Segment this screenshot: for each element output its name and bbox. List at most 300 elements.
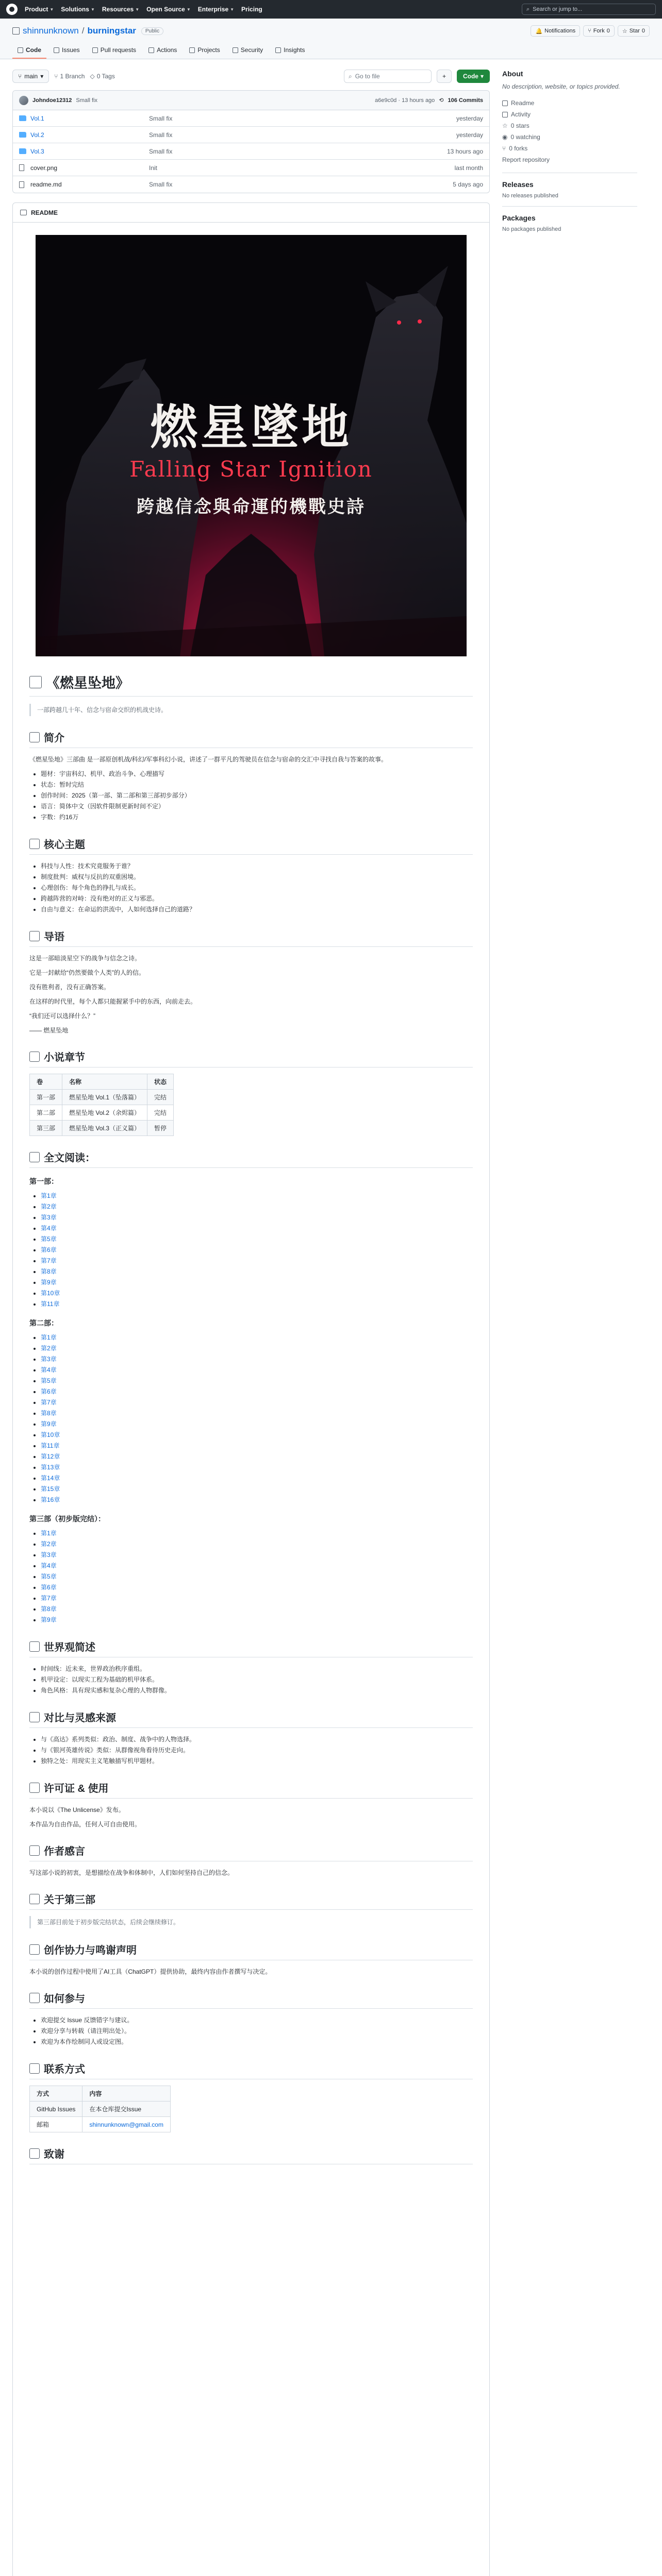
chapter-link-text[interactable]: 第3章	[41, 1355, 57, 1363]
repo-name-link[interactable]: burningstar	[87, 26, 136, 36]
section-license-title: 许可证 & 使用	[44, 1783, 109, 1794]
list-item: • 欢迎分享与转载（请注明出处）。	[41, 2026, 473, 2037]
report-repository-link[interactable]: Report repository	[502, 156, 550, 163]
chevron-down-icon: ▼	[90, 7, 95, 12]
chapter-link[interactable]	[41, 1430, 473, 1440]
chapter-link-text[interactable]: 第6章	[41, 1246, 57, 1253]
file-row[interactable]	[13, 176, 489, 193]
chapter-link-text[interactable]: 第3章	[41, 1551, 57, 1558]
chapter-link-text[interactable]: 第13章	[41, 1464, 60, 1471]
repo-path-separator: /	[81, 26, 85, 36]
list-item: • 心理创伤：每个角色的挣扎与成长。	[41, 883, 473, 893]
prologue-paragraph: —— 燃星坠地	[29, 1027, 69, 1034]
chapter-link[interactable]	[41, 1571, 473, 1582]
chapter-link[interactable]	[41, 1528, 473, 1539]
intro-paragraph: 《燃星坠地》三部曲 是一部原创机战/科幻/军事科幻小说，讲述了一群平凡的驾驶员在信念与宿命的交汇中寻找自我与答案的故事。	[29, 756, 388, 763]
table-header: 方式	[30, 2086, 82, 2102]
chapter-link-text[interactable]: 第12章	[41, 1453, 60, 1460]
section-thanks-title: 致谢	[44, 2149, 64, 2160]
chapter-link-text[interactable]: 第11章	[41, 1442, 60, 1449]
list-item: • 科技与人性：技术究竟服务于谁？	[41, 861, 473, 872]
repo-main-column	[12, 70, 490, 2576]
folder-icon	[19, 148, 26, 154]
folder-icon	[19, 115, 26, 121]
chapter-link-text[interactable]: 第9章	[41, 1420, 57, 1428]
chapter-link-text[interactable]: 第8章	[41, 1410, 57, 1417]
repo-owner-link[interactable]: shinnunknown	[23, 26, 79, 36]
file-name[interactable]: cover.png	[30, 164, 58, 172]
contact-table	[29, 2086, 171, 2132]
code-dropdown-button[interactable]	[457, 70, 490, 83]
cover-subtitle: 跨越信念與命運的機戰史詩	[137, 497, 366, 517]
issue-icon	[54, 47, 59, 53]
tab-code[interactable]	[12, 42, 46, 59]
chapter-link[interactable]	[41, 1332, 473, 1343]
chapter-link-text[interactable]: 第2章	[41, 1203, 57, 1210]
search-icon: ⌕	[526, 6, 530, 12]
sidebar-item-forks[interactable]	[502, 143, 637, 154]
chapter-link-text[interactable]: 第2章	[41, 1345, 57, 1352]
nav-resources-label: Resources	[102, 6, 134, 13]
part-heading: 第三部（初步版完结）：	[29, 1515, 105, 1523]
chapter-link-text[interactable]: 第1章	[41, 1192, 57, 1199]
chevron-down-icon: ▼	[135, 7, 140, 12]
star-count: 0	[641, 28, 645, 34]
sidebar-item-label: Readme	[511, 99, 535, 107]
scroll-icon	[29, 931, 40, 941]
table-header-row	[30, 2086, 171, 2102]
list-item: • 与《高达》系列类似：政治、制度、战争中的人物选择。	[41, 1734, 473, 1745]
chapter-link[interactable]	[41, 1593, 473, 1604]
readme-tab-label[interactable]: README	[31, 209, 58, 216]
chapter-link-text[interactable]: 第1章	[41, 1530, 57, 1537]
file-commit-time: yesterday	[456, 131, 483, 139]
list-item: • 自由与意义：在命运的洪流中，人如何选择自己的道路？	[41, 904, 473, 915]
branch-icon: ⑂	[54, 73, 58, 80]
sidebar-item-watching[interactable]	[502, 131, 637, 143]
nav-enterprise-label: Enterprise	[197, 6, 229, 13]
section-intro-title: 简介	[44, 733, 64, 744]
tab-actions[interactable]	[143, 42, 182, 59]
sidebar-item-activity[interactable]	[502, 109, 637, 120]
sidebar-item-label: 0 stars	[510, 122, 529, 129]
tab-projects[interactable]	[184, 42, 225, 59]
tab-security[interactable]	[227, 42, 268, 59]
prologue-paragraph: 这是一部暗淡星空下的战争与信念之诗。	[29, 955, 141, 962]
file-commit-message[interactable]: Init	[149, 164, 158, 172]
fork-icon: ⑂	[502, 145, 506, 152]
fire-icon	[29, 676, 42, 688]
section-ai-title: 创作协力与鸣谢声明	[44, 1945, 137, 1956]
chapter-link-text[interactable]: 第5章	[41, 1235, 57, 1243]
file-name[interactable]: readme.md	[30, 181, 62, 188]
commit-count[interactable]: 106 Commits	[448, 97, 483, 104]
list-item: • 题材：宇宙科幻、机甲、政治斗争、心理描写	[41, 769, 473, 779]
chapter-list	[29, 1528, 473, 1625]
chapter-link[interactable]	[41, 1462, 473, 1473]
commit-author[interactable]: Johndoe12312	[32, 97, 72, 104]
table-cell: 第一部	[30, 1090, 62, 1105]
commit-hash[interactable]: a6e9c0d · 13 hours ago	[375, 97, 435, 104]
sidebar-item-stars[interactable]	[502, 120, 637, 131]
prologue-paragraph: 在这样的时代里，每个人都只能握紧手中的东西，向前走去。	[29, 998, 197, 1005]
chapter-link-text[interactable]: 第8章	[41, 1268, 57, 1275]
section-thanks-heading	[29, 2146, 473, 2164]
section-license-heading	[29, 1780, 473, 1799]
packages-note: No packages published	[502, 226, 561, 232]
file-commit-time: 13 hours ago	[446, 147, 483, 155]
search-icon: ⌕	[348, 72, 352, 80]
section-contact-heading	[29, 2061, 473, 2079]
author-paragraph: 写这部小说的初衷，是想描绘在战争和体制中，人们如何坚持自己的信念。	[29, 1869, 234, 1876]
chapter-link-text[interactable]: 第10章	[41, 1290, 60, 1297]
file-name[interactable]: Vol.1	[30, 114, 44, 122]
notifications-label: Notifications	[544, 28, 576, 34]
file-icon	[19, 164, 24, 171]
readme-body	[13, 223, 489, 2183]
section-inspiration-heading	[29, 1709, 473, 1728]
list-item: • 制度批判：威权与反抗的双重困境。	[41, 872, 473, 883]
section-join-heading	[29, 1990, 473, 2009]
tags-count: 0 Tags	[96, 73, 115, 80]
chapter-link-text[interactable]: 第7章	[41, 1257, 57, 1264]
table-cell: 燃星坠地 Vol.3（正义篇）	[62, 1121, 147, 1136]
email-link[interactable]: shinnunknown@gmail.com	[82, 2117, 171, 2132]
chapter-link[interactable]	[41, 1277, 473, 1288]
chapter-link[interactable]	[41, 1582, 473, 1593]
table-cell: 在本仓库提交Issue	[82, 2102, 171, 2117]
table-header: 状态	[147, 1074, 174, 1090]
license-paragraph: 本小说以《The Unlicense》发布。	[29, 1806, 125, 1814]
tab-issues-label: Issues	[62, 46, 80, 54]
section-prologue-title: 导语	[44, 931, 64, 943]
section-volumes-title: 小说章节	[44, 1052, 85, 1063]
releases-heading[interactable]: Releases	[502, 180, 534, 189]
sidebar-item-label: 0 watching	[510, 133, 540, 141]
nav-product[interactable]	[25, 6, 54, 13]
tab-actions-label: Actions	[157, 46, 177, 54]
repository-header	[0, 19, 662, 59]
chevron-down-icon: ▼	[230, 7, 235, 12]
sidebar-item-label: 0 forks	[509, 145, 528, 152]
section-ai-heading	[29, 1942, 473, 1960]
tab-issues[interactable]	[48, 42, 85, 59]
add-file-label: +	[442, 73, 446, 80]
about-heading: About	[502, 70, 523, 78]
branch-name: main	[24, 73, 38, 80]
section-author-heading	[29, 1843, 473, 1861]
folder-icon	[19, 132, 26, 138]
file-name[interactable]: Vol.3	[30, 147, 44, 155]
branches-count: 1 Branch	[60, 73, 85, 80]
chapter-link-text[interactable]: 第4章	[41, 1562, 57, 1569]
cover-image	[36, 235, 467, 656]
chapter-link-text[interactable]: 第6章	[41, 1388, 57, 1395]
notifications-button[interactable]	[531, 25, 580, 37]
global-search-placeholder: Search or jump to...	[533, 6, 583, 12]
tab-code-label: Code	[26, 46, 41, 54]
repo-icon	[12, 27, 20, 35]
global-navbar	[0, 0, 662, 19]
nav-solutions[interactable]	[61, 6, 95, 13]
file-row[interactable]	[13, 110, 489, 127]
chapter-link[interactable]	[41, 1191, 473, 1201]
section-worldview-heading	[29, 1639, 473, 1657]
section-inspiration-title: 对比与灵感来源	[44, 1713, 116, 1724]
chapter-link-text[interactable]: 第1章	[41, 1334, 57, 1341]
add-file-button[interactable]	[437, 70, 452, 83]
chapter-link-text[interactable]: 第9章	[41, 1616, 57, 1623]
packages-heading[interactable]: Packages	[502, 214, 536, 222]
ai-paragraph: 本小说的创作过程中使用了AI工具（ChatGPT）提供协助，最终内容由作者撰写与决定。	[29, 1968, 272, 1975]
nav-open-source-label: Open Source	[146, 6, 185, 13]
open-book-icon	[29, 1152, 40, 1162]
part3-quote: 第三部目前处于初步版完结状态，后续会继续修订。	[29, 1916, 473, 1928]
file-commit-message[interactable]: Small fix	[149, 114, 173, 122]
chevron-down-icon: ▼	[186, 7, 191, 12]
table-row	[30, 1105, 174, 1121]
about-description: No description, website, or topics provided.	[502, 83, 620, 90]
chapter-link[interactable]	[41, 1604, 473, 1615]
chapter-link[interactable]	[41, 1376, 473, 1386]
list-item: • 时间线：近未来，世界政治秩序重组。	[41, 1664, 473, 1674]
chapter-link[interactable]	[41, 1539, 473, 1550]
table-header-row	[30, 1074, 174, 1090]
section-volumes-heading	[29, 1049, 473, 1067]
github-logo-icon[interactable]	[6, 4, 18, 15]
lightbulb-icon	[29, 1712, 40, 1722]
list-item: • 状态：暂时完结	[41, 779, 473, 790]
chapter-link[interactable]	[41, 1495, 473, 1505]
list-item: • 字数：约16万	[41, 812, 473, 823]
chapter-link-text[interactable]: 第6章	[41, 1584, 57, 1591]
chapter-link-text[interactable]: 第7章	[41, 1399, 57, 1406]
branches-link[interactable]	[54, 73, 85, 80]
chapter-link[interactable]	[41, 1451, 473, 1462]
go-to-file-placeholder: Go to file	[355, 73, 380, 80]
heart-icon	[29, 2148, 40, 2159]
star-label: Star	[629, 28, 640, 34]
repo-title-row	[12, 24, 650, 38]
nav-resources[interactable]	[102, 6, 139, 13]
branch-selector[interactable]	[12, 70, 49, 83]
chapter-link-text[interactable]: 第7章	[41, 1595, 57, 1602]
list-item: • 欢迎为本作绘制同人或设定图。	[41, 2037, 473, 2047]
list-item: • 欢迎提交 Issue 反馈错字与建议。	[41, 2015, 473, 2026]
list-item: • 跨越阵营的对峙：没有绝对的正义与邪恶。	[41, 893, 473, 904]
prologue-paragraph: 没有胜利者，没有正确答案。	[29, 984, 110, 991]
nav-pricing[interactable]	[241, 6, 262, 13]
file-commit-message[interactable]: Small fix	[149, 147, 173, 155]
chapter-link-text[interactable]: 第2章	[41, 1540, 57, 1548]
bell-icon: 🔔	[535, 28, 543, 35]
chapter-link[interactable]	[41, 1343, 473, 1354]
file-row[interactable]	[13, 127, 489, 143]
chevron-down-icon: ▾	[480, 73, 484, 80]
tab-security-label: Security	[240, 46, 263, 54]
scales-icon	[29, 1783, 40, 1793]
part-heading: 第二部：	[29, 1319, 58, 1327]
chapter-link-text[interactable]: 第11章	[41, 1300, 60, 1308]
chapter-link[interactable]	[41, 1440, 473, 1451]
chapter-link[interactable]	[41, 1212, 473, 1223]
table-icon	[189, 47, 195, 53]
chapter-link[interactable]	[41, 1561, 473, 1571]
chevron-down-icon: ▾	[40, 73, 44, 80]
tab-insights-label: Insights	[284, 46, 305, 54]
visibility-badge: Public	[141, 27, 163, 35]
chapter-link[interactable]	[41, 1484, 473, 1495]
worldview-list	[29, 1664, 473, 1696]
chapter-link-text[interactable]: 第16章	[41, 1496, 60, 1503]
list-item: • 与《银河英雄传说》类似：从群像视角看待历史走向。	[41, 1745, 473, 1756]
inspiration-list	[29, 1734, 473, 1767]
file-list	[12, 90, 490, 193]
chapter-link-text[interactable]: 第5章	[41, 1573, 57, 1580]
chapter-link-text[interactable]: 第5章	[41, 1377, 57, 1384]
chapter-link[interactable]	[41, 1245, 473, 1256]
readme-title	[29, 672, 473, 697]
readme-title-text: 《燃星坠地》	[46, 675, 129, 691]
chapter-link-text[interactable]: 第15章	[41, 1485, 60, 1493]
chapter-link[interactable]	[41, 1365, 473, 1376]
file-row[interactable]	[13, 160, 489, 176]
tag-icon: ◇	[90, 73, 95, 80]
file-commit-message[interactable]: Small fix	[149, 131, 173, 139]
section-part3-title: 关于第三部	[44, 1894, 95, 1906]
list-item: • 语言：简体中文（因软件限制更新时间不定）	[41, 801, 473, 812]
chapter-link[interactable]	[41, 1234, 473, 1245]
chevron-down-icon: ▼	[49, 7, 54, 12]
fork-icon: ⑂	[588, 28, 591, 34]
section-prologue-heading	[29, 928, 473, 947]
chapter-link[interactable]	[41, 1354, 473, 1365]
repo-layout	[0, 59, 662, 2576]
chapter-link-text[interactable]: 第8章	[41, 1605, 57, 1613]
tags-link[interactable]	[90, 73, 114, 80]
chapter-link[interactable]	[41, 1408, 473, 1419]
table-row	[30, 2102, 171, 2117]
chapter-link[interactable]	[41, 1299, 473, 1310]
global-search-input[interactable]	[522, 4, 656, 15]
table-cell: 燃星坠地 Vol.2（余烬篇）	[62, 1105, 147, 1121]
chapter-link[interactable]	[41, 1386, 473, 1397]
avatar[interactable]	[19, 96, 28, 105]
chapter-link[interactable]	[41, 1473, 473, 1484]
tab-projects-label: Projects	[197, 46, 220, 54]
prologue-paragraph: “我们还可以选择什么？”	[29, 1012, 95, 1020]
file-row[interactable]	[13, 143, 489, 160]
table-row	[30, 2117, 171, 2132]
pen-icon	[29, 1845, 40, 1856]
nav-enterprise[interactable]	[198, 6, 234, 13]
file-name[interactable]: Vol.2	[30, 131, 44, 139]
chapter-link-text[interactable]: 第10章	[41, 1431, 60, 1438]
section-worldview-title: 世界观简述	[44, 1642, 95, 1653]
file-icon	[19, 181, 24, 188]
repo-sidebar	[502, 70, 637, 2576]
part-heading: 第一部：	[29, 1177, 58, 1185]
fork-button[interactable]	[583, 25, 615, 37]
repo-tabs	[12, 42, 650, 59]
chapter-link[interactable]	[41, 1256, 473, 1266]
shield-icon	[233, 47, 238, 53]
table-cell: 暂停	[147, 1121, 174, 1136]
table-header: 卷	[30, 1074, 62, 1090]
chapter-link-text[interactable]: 第14章	[41, 1475, 60, 1482]
section-contents-title: 全文阅读：	[44, 1153, 95, 1164]
pull-request-icon	[92, 47, 98, 53]
list-item: • 机甲设定：以现实工程为基础的机甲体系。	[41, 1674, 473, 1685]
chapter-link-text[interactable]: 第9章	[41, 1279, 57, 1286]
tab-pull-requests-label: Pull requests	[100, 46, 137, 54]
nav-open-source[interactable]	[146, 6, 191, 13]
table-row	[30, 1090, 174, 1105]
branch-icon: ⑂	[18, 73, 22, 80]
prologue-paragraph: 它是一封献给“仍然要做个人类”的人的信。	[29, 969, 145, 976]
chapter-link[interactable]	[41, 1223, 473, 1234]
section-themes-heading	[29, 836, 473, 855]
chapter-link-text[interactable]: 第3章	[41, 1214, 57, 1221]
chapter-link-text[interactable]: 第4章	[41, 1225, 57, 1232]
tab-insights[interactable]	[270, 42, 310, 59]
table-cell: 完结	[147, 1090, 174, 1105]
chapter-link[interactable]	[41, 1288, 473, 1299]
chapter-link[interactable]	[41, 1266, 473, 1277]
books-icon	[29, 1052, 40, 1062]
intro-list	[29, 769, 473, 823]
sidebar-item-label: Activity	[511, 111, 531, 118]
chapter-link-text[interactable]: 第4章	[41, 1366, 57, 1374]
nav-product-label: Product	[25, 6, 48, 13]
section-intro-heading	[29, 730, 473, 748]
file-commit-message[interactable]: Small fix	[149, 181, 173, 188]
table-header: 内容	[82, 2086, 171, 2102]
fork-count: 0	[606, 28, 610, 34]
code-button-label: Code	[462, 73, 478, 80]
star-button[interactable]	[618, 25, 650, 37]
chapter-link[interactable]	[41, 1201, 473, 1212]
chapter-list	[29, 1191, 473, 1310]
sidebar-item-readme[interactable]	[502, 97, 637, 109]
chapter-link[interactable]	[41, 1397, 473, 1408]
nav-solutions-label: Solutions	[61, 6, 89, 13]
list-item: • 独特之处：用现实主义笔触描写机甲题材。	[41, 1756, 473, 1767]
commit-message[interactable]: Small fix	[76, 97, 97, 104]
star-icon: ☆	[502, 122, 508, 129]
section-author-title: 作者感言	[44, 1846, 85, 1857]
tab-pull-requests[interactable]	[87, 42, 141, 59]
book-icon	[29, 732, 40, 742]
list-item: • 创作时间：2025（第一部、第二部和第三部初步部分）	[41, 790, 473, 801]
chapter-link[interactable]	[41, 1419, 473, 1430]
table-cell: 燃星坠地 Vol.1（坠落篇）	[62, 1090, 147, 1105]
table-header: 名称	[62, 1074, 147, 1090]
cover-english-title: Falling Star Ignition	[129, 456, 373, 482]
fork-label: Fork	[593, 28, 605, 34]
robot-icon	[29, 1944, 40, 1955]
chapter-link[interactable]	[41, 1550, 473, 1561]
graph-icon	[275, 47, 281, 53]
go-to-file-input[interactable]	[344, 70, 432, 83]
file-commit-time: yesterday	[456, 114, 483, 122]
chapter-link[interactable]	[41, 1615, 473, 1625]
chapter-list	[29, 1332, 473, 1505]
table-cell: GitHub Issues	[30, 2102, 82, 2117]
nav-pricing-label: Pricing	[241, 6, 262, 13]
section-themes-title: 核心主题	[44, 839, 85, 851]
themes-list	[29, 861, 473, 915]
